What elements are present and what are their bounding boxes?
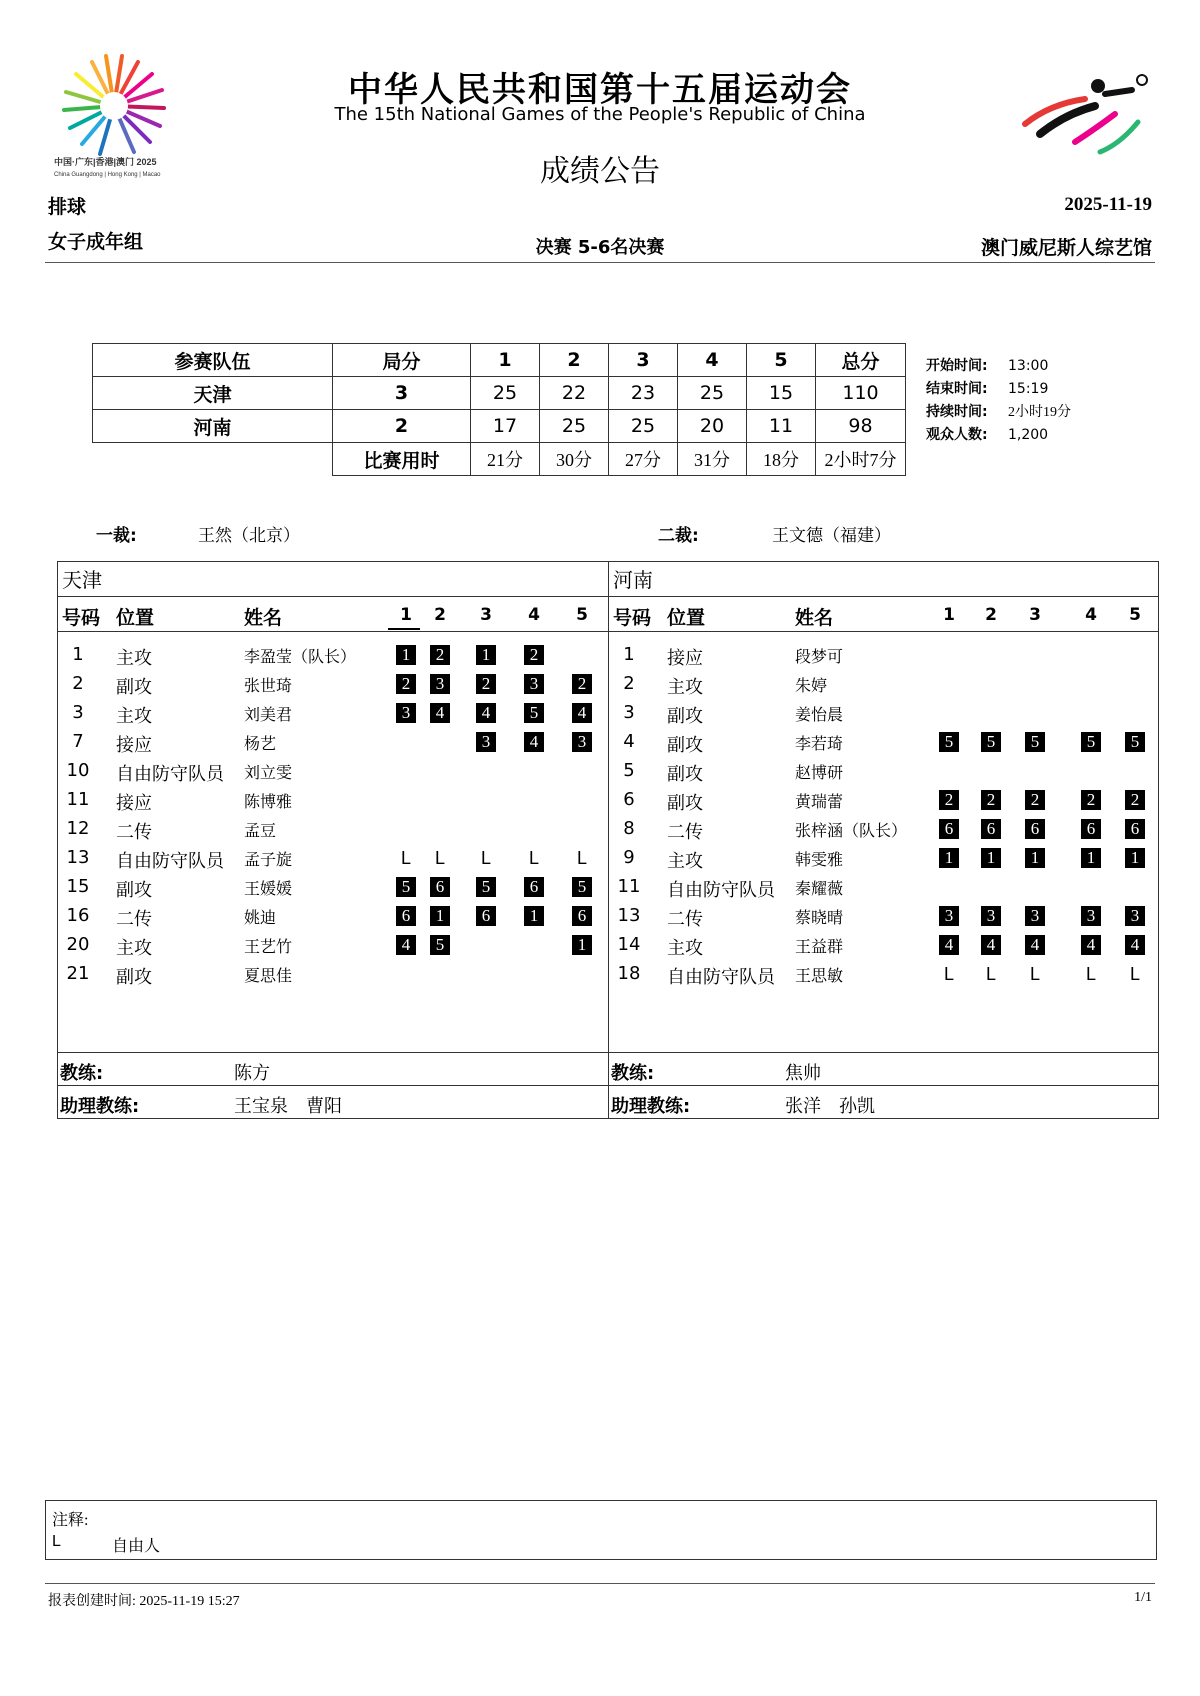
libero-marker: L [528,848,539,868]
player-number: 18 [617,963,641,984]
player-number: 9 [623,847,635,868]
assistant-coach-names: 王宝泉 曹阳 [234,1096,342,1116]
rotation-position: 4 [396,935,416,955]
rotation-position: 4 [939,935,959,955]
player-row [58,758,608,786]
player-name: 孟豆 [244,823,277,840]
rotation-position: 6 [476,906,496,926]
header-set-4: 4 [678,344,747,377]
divider [45,1583,1155,1584]
player-number: 15 [66,876,90,897]
player-number: 1 [623,644,635,665]
libero-marker: L [1029,964,1040,984]
divider [45,262,1155,263]
player-row [609,642,1158,670]
rotation-position: 5 [981,732,1001,752]
rotation-position: 6 [1125,819,1145,839]
player-position: 接应 [116,735,152,756]
player-row [58,642,608,670]
rotation-position: 1 [939,848,959,868]
score-table [92,343,906,476]
player-position: 主攻 [667,938,703,959]
player-name: 王益群 [795,939,844,956]
rotation-position: 6 [1081,819,1101,839]
player-row [609,932,1158,960]
rotation-position: 2 [981,790,1001,810]
player-position: 主攻 [116,706,152,727]
assistant-coach-label: 助理教练: [60,1096,140,1117]
column-set-3: 3 [480,605,492,625]
rotation-position: 6 [430,877,450,897]
player-row [609,671,1158,699]
first-referee-label: 一裁: [96,526,137,546]
player-number: 6 [623,789,635,810]
player-position: 接应 [667,648,703,669]
rotation-position: 5 [1025,732,1045,752]
player-number: 13 [66,847,90,868]
duration-label: 比赛用时 [333,443,471,476]
player-name: 李若琦 [795,736,844,753]
player-number: 2 [72,673,84,694]
notes-box [45,1500,1157,1560]
rotation-position: 2 [572,674,592,694]
rotation-position: 1 [572,935,592,955]
player-name: 刘立雯 [244,765,293,782]
set-score: 25 [609,410,678,443]
end-time-label: 结束时间: [926,381,988,397]
column-set-3: 3 [1029,605,1041,625]
team-name: 天津 [93,377,333,410]
header-set-1: 1 [471,344,540,377]
player-position: 自由防守队员 [667,967,775,988]
column-set-5: 5 [1129,605,1141,625]
player-position: 主攻 [667,851,703,872]
player-name: 秦耀薇 [795,881,844,898]
set-score: 23 [609,377,678,410]
rotation-position: 4 [1025,935,1045,955]
player-row [58,700,608,728]
header-total: 总分 [816,344,906,377]
match-time-info [926,355,1071,447]
end-time-value: 15:19 [1008,381,1049,397]
player-row [58,729,608,757]
player-name: 夏思佳 [244,968,293,985]
empty-cell [93,443,333,476]
player-row [58,816,608,844]
set-score: 20 [678,410,747,443]
player-position: 副攻 [116,677,152,698]
team-roster-tianjin [58,562,608,1118]
player-position: 主攻 [667,677,703,698]
score-row [93,410,906,443]
player-number: 13 [617,905,641,926]
player-name: 黄瑞蕾 [795,794,844,811]
roster-panel [57,561,1159,1119]
volleyball-pictogram-icon [1020,74,1165,164]
player-position: 副攻 [116,967,152,988]
player-name: 朱婷 [795,678,828,695]
player-row [58,671,608,699]
player-name: 杨艺 [244,736,277,753]
header-set-2: 2 [540,344,609,377]
rotation-position: 1 [396,645,416,665]
rotation-position: 5 [1081,732,1101,752]
player-row [58,845,608,873]
column-set-2: 2 [985,605,997,625]
team-roster-henan [609,562,1158,1118]
start-time-label: 开始时间: [926,358,988,374]
player-name: 姚迪 [244,910,277,927]
player-row [609,845,1158,873]
rotation-position: 5 [396,877,416,897]
sets-won: 3 [333,377,471,410]
notice-title: 成绩公告 [540,154,660,189]
duration-label: 持续时间: [926,404,988,420]
player-position: 二传 [667,909,703,930]
libero-marker: L [400,848,411,868]
player-name: 孟子旋 [244,852,293,869]
rotation-position: 2 [1025,790,1045,810]
player-position: 二传 [116,909,152,930]
rotation-position: 3 [939,906,959,926]
player-name: 姜怡晨 [795,707,844,724]
column-position: 位置 [667,607,706,629]
player-number: 21 [66,963,90,984]
set-duration: 30分 [540,443,609,476]
player-row [609,758,1158,786]
svg-text:China Guangdong | Hong Kong |: China Guangdong | Hong Kong | Macao [54,172,161,178]
player-number: 10 [66,760,90,781]
rotation-position: 5 [572,877,592,897]
rotation-position: 5 [939,732,959,752]
sets-won: 2 [333,410,471,443]
player-number: 1 [72,644,84,665]
report-created-time: 报表创建时间: 2025-11-19 15:27 [48,1594,240,1609]
player-number: 16 [66,905,90,926]
header-team: 参赛队伍 [93,344,333,377]
assistant-coach-label: 助理教练: [611,1096,691,1117]
start-time [926,355,1071,378]
rotation-position: 3 [476,732,496,752]
player-row [609,729,1158,757]
player-position: 副攻 [116,880,152,901]
set-score: 15 [747,377,816,410]
rotation-position: 6 [939,819,959,839]
player-number: 11 [66,789,90,810]
player-number: 11 [617,876,641,897]
notes-value: 自由人 [112,1538,161,1555]
assistant-coach-row [58,1085,608,1119]
rotation-position: 3 [524,674,544,694]
player-number: 8 [623,818,635,839]
rotation-position: 6 [1025,819,1045,839]
coach-name: 陈方 [234,1063,270,1083]
player-position: 副攻 [667,793,703,814]
rotation-position: 4 [476,703,496,723]
rotation-position: 6 [981,819,1001,839]
coach-row [609,1052,1158,1086]
rotation-position: 4 [981,935,1001,955]
score-header-row [93,344,906,377]
event-date: 2025-11-19 [1064,194,1152,215]
player-row [609,874,1158,902]
player-name: 段梦可 [795,649,844,666]
duration-row [93,443,906,476]
column-set-1: 1 [943,605,955,625]
player-row [609,816,1158,844]
set-score: 11 [747,410,816,443]
player-name: 刘美君 [244,707,293,724]
player-number: 2 [623,673,635,694]
rotation-position: 2 [396,674,416,694]
libero-marker: L [943,964,954,984]
column-set-4: 4 [1085,605,1097,625]
set-score: 22 [540,377,609,410]
rotation-position: 5 [1125,732,1145,752]
player-row [609,903,1158,931]
column-header-row [58,597,608,632]
player-position: 主攻 [116,648,152,669]
set-duration: 27分 [609,443,678,476]
coach-row [58,1052,608,1086]
player-position: 自由防守队员 [116,764,224,785]
player-name: 张梓涵（队长） [795,823,908,840]
rotation-position: 4 [1081,935,1101,955]
set-score: 25 [678,377,747,410]
player-row [58,874,608,902]
player-number: 14 [617,934,641,955]
column-set-5: 5 [576,605,588,625]
set-score: 25 [540,410,609,443]
player-position: 接应 [116,793,152,814]
rotation-position: 2 [476,674,496,694]
libero-marker: L [480,848,491,868]
set-score: 25 [471,377,540,410]
player-name: 韩雯雅 [795,852,844,869]
header-set-3: 3 [609,344,678,377]
rotation-position: 2 [524,645,544,665]
set-duration: 31分 [678,443,747,476]
column-position: 位置 [116,607,155,629]
rotation-position: 2 [939,790,959,810]
column-set-1: 1 [400,605,412,625]
attendance [926,424,1071,447]
rotation-position: 1 [981,848,1001,868]
player-row [609,787,1158,815]
svg-text:中国·广东|香港|澳门 2025: 中国·广东|香港|澳门 2025 [54,157,157,167]
coach-label: 教练: [60,1063,104,1084]
player-row [58,961,608,989]
duration-value: 2小时19分 [1008,405,1071,420]
player-name: 王媛媛 [244,881,293,898]
header-sets-won: 局分 [333,344,471,377]
set-score: 17 [471,410,540,443]
rotation-position: 5 [430,935,450,955]
libero-marker: L [576,848,587,868]
header-set-5: 5 [747,344,816,377]
rotation-position: 5 [524,703,544,723]
sport-label: 排球 [48,196,87,218]
second-referee-label: 二裁: [658,526,699,546]
page-number: 1/1 [1134,1590,1152,1605]
venue-label: 澳门威尼斯人综艺馆 [980,237,1152,259]
player-position: 自由防守队员 [116,851,224,872]
page-title: 中华人民共和国第十五届运动会 [348,70,852,110]
column-number: 号码 [62,607,101,629]
duration [926,401,1071,424]
rotation-position: 4 [1125,935,1145,955]
rotation-position: 4 [572,703,592,723]
notes-key: L [52,1533,61,1550]
team-name: 河南 [93,410,333,443]
page-title-english: The 15th National Games of the People's Republic of China [334,104,866,125]
end-time [926,378,1071,401]
column-header-row [609,597,1158,632]
player-row [609,700,1158,728]
total-score: 98 [816,410,906,443]
player-position: 主攻 [116,938,152,959]
rotation-position: 1 [1081,848,1101,868]
libero-marker: L [434,848,445,868]
coach-label: 教练: [611,1063,655,1084]
attendance-label: 观众人数: [926,427,988,443]
player-number: 4 [623,731,635,752]
rotation-position: 1 [476,645,496,665]
rotation-position: 2 [1125,790,1145,810]
player-row [609,961,1158,989]
player-position: 自由防守队员 [667,880,775,901]
rotation-position: 4 [524,732,544,752]
libero-marker: L [1129,964,1140,984]
rotation-position: 4 [430,703,450,723]
assistant-coach-row [609,1085,1158,1119]
column-number: 号码 [613,607,652,629]
player-name: 王思敏 [795,968,844,985]
player-name: 张世琦 [244,678,293,695]
group-label: 女子成年组 [48,231,144,253]
player-number: 3 [72,702,84,723]
total-score: 110 [816,377,906,410]
rotation-position: 3 [1081,906,1101,926]
player-name: 陈博雅 [244,794,293,811]
player-number: 5 [623,760,635,781]
attendance-value: 1,200 [1008,427,1049,443]
rotation-position: 6 [524,877,544,897]
player-position: 二传 [116,822,152,843]
player-row [58,903,608,931]
rotation-position: 1 [1025,848,1045,868]
team-name: 河南 [609,562,1158,597]
player-name: 李盈莹（队长） [244,649,357,666]
rotation-position: 3 [981,906,1001,926]
rotation-position: 3 [396,703,416,723]
rotation-position: 3 [1025,906,1045,926]
column-name: 姓名 [795,607,834,629]
rotation-position: 2 [430,645,450,665]
start-time-value: 13:00 [1008,358,1049,374]
rotation-position: 2 [1081,790,1101,810]
rotation-position: 1 [430,906,450,926]
player-position: 副攻 [667,706,703,727]
total-duration: 2小时7分 [816,443,906,476]
player-number: 12 [66,818,90,839]
set-duration: 18分 [747,443,816,476]
column-set-2: 2 [434,605,446,625]
phase-label: 决赛 5-6名决赛 [535,237,665,258]
libero-marker: L [1085,964,1096,984]
notes-label: 注释: [52,1512,89,1529]
assistant-coach-names: 张洋 孙凯 [785,1096,875,1116]
libero-marker: L [985,964,996,984]
player-name: 王艺竹 [244,939,293,956]
column-name: 姓名 [244,607,283,629]
rotation-position: 3 [1125,906,1145,926]
player-number: 3 [623,702,635,723]
rotation-position: 3 [572,732,592,752]
first-referee-name: 王然（北京） [198,526,300,545]
coach-name: 焦帅 [785,1063,821,1083]
second-referee-name: 王文德（福建） [772,526,891,545]
rotation-position: 5 [476,877,496,897]
player-row [58,787,608,815]
team-name: 天津 [58,562,608,597]
player-position: 二传 [667,822,703,843]
player-name: 蔡晓晴 [795,910,844,927]
player-position: 副攻 [667,735,703,756]
player-name: 赵博研 [795,765,844,782]
rotation-position: 3 [430,674,450,694]
rotation-position: 1 [1125,848,1145,868]
column-set-4: 4 [528,605,540,625]
set-duration: 21分 [471,443,540,476]
score-row [93,377,906,410]
set-underline [388,628,420,630]
player-number: 7 [72,731,84,752]
rotation-position: 1 [524,906,544,926]
player-position: 副攻 [667,764,703,785]
player-row [58,932,608,960]
rotation-position: 6 [572,906,592,926]
player-number: 20 [66,934,90,955]
rotation-position: 6 [396,906,416,926]
